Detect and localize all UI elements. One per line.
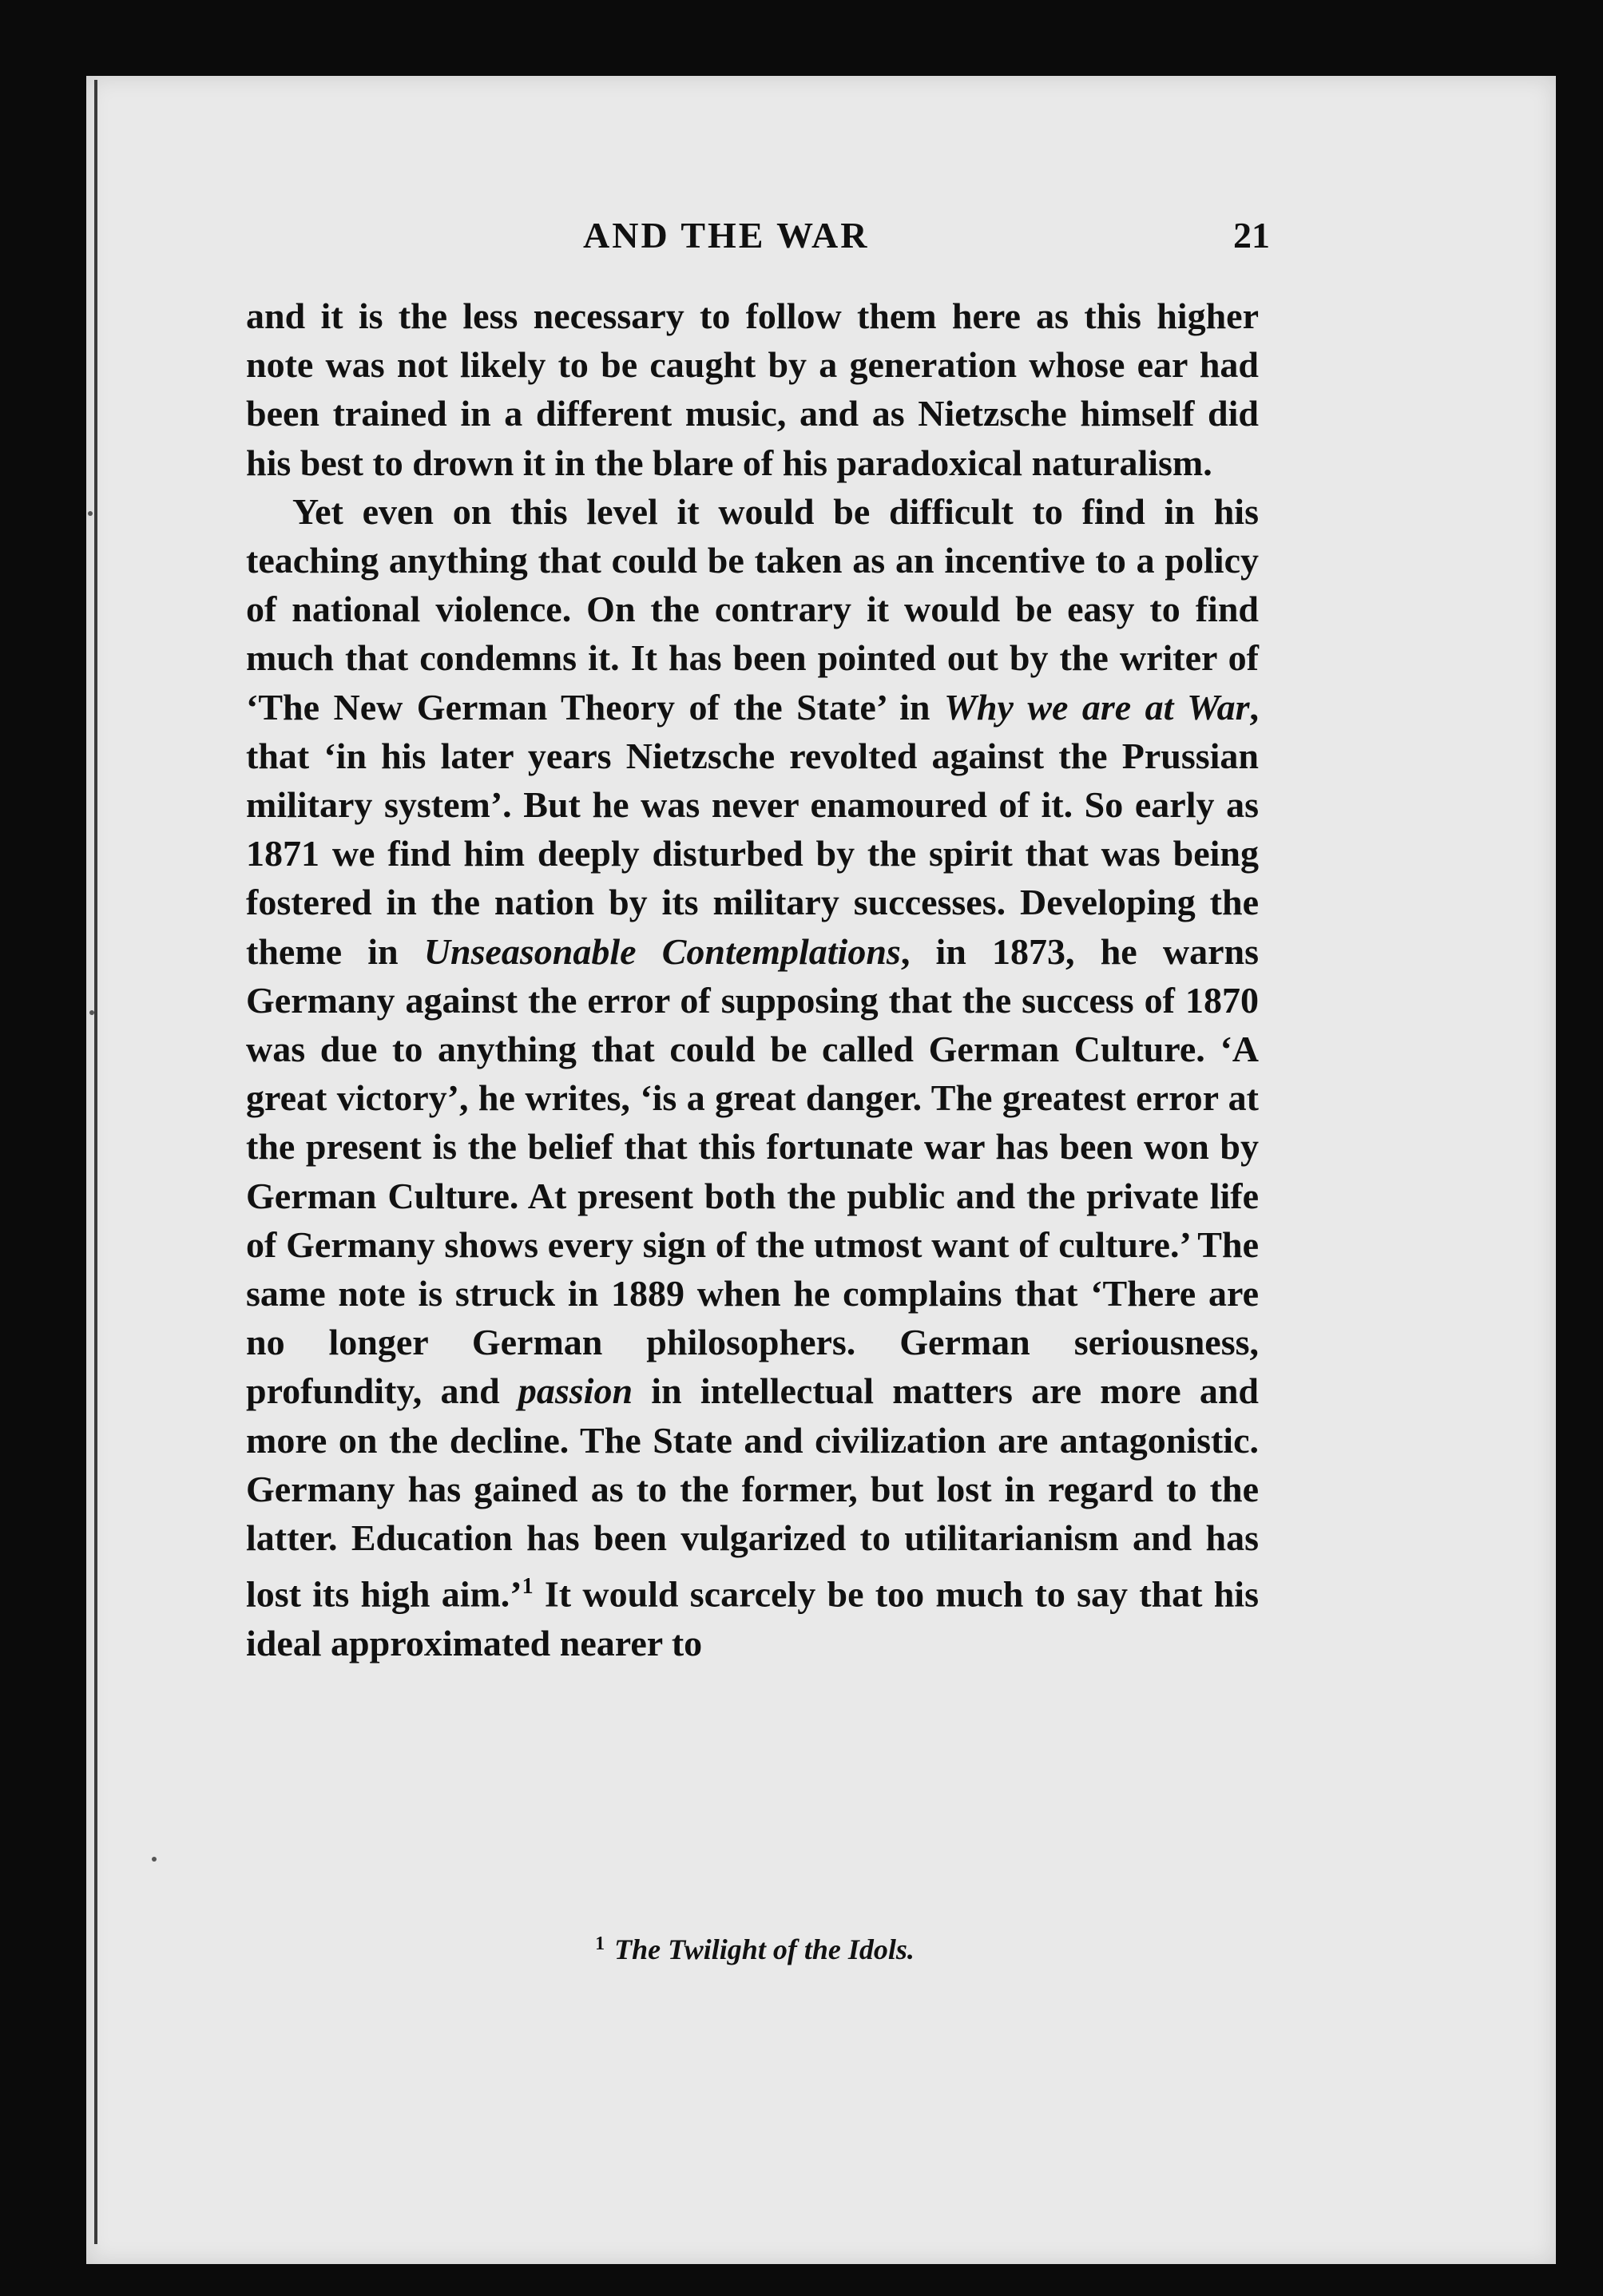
- text-run: in intellectual matters are more and more on the decline. The State and civilization are antagonistic. Germany has gained as to the former, but lost in regard to the latter. Education has been vulgarized to utilitarianism and has lost its high aim.’: [246, 1370, 1259, 1615]
- page-number: 21: [1233, 215, 1270, 256]
- page-header: [240, 214, 1270, 262]
- text-run: Yet even on this level it would be difficult to find in his teaching anything that could be taken as an incentive to a policy of national violence. On the contrary it would be easy to find much that condemns it. It has been pointed out by the writer of ‘The New German Theory of the State’ in: [246, 490, 1259, 728]
- footnote-marker: 1: [595, 1933, 605, 1954]
- scan-speck: [152, 1857, 157, 1862]
- text-run: It would scarcely be too much to say that his ideal approximated nearer to: [246, 1573, 1259, 1664]
- page-gutter-line: [94, 80, 97, 2244]
- emphasized-word: passion: [518, 1370, 633, 1412]
- footnote: [240, 1933, 1270, 1966]
- text-run: , in 1873, he warns Germany against the error of supposing that the success of 1870 was due to anything that could be called German Culture. ‘A great victory’, he writes, ‘is a great danger. The greatest error at the present is the belief that this fortunate war has been won by German Culture. At present both the public and the private life of Germany shows every sign of the utmost want of culture.’ The same note is struck in 1889 when he complains that ‘There are no longer German philosophers. German seriousness, profundity, and: [246, 930, 1259, 1412]
- paragraph: [246, 487, 1259, 1667]
- scan-speck: [88, 511, 93, 516]
- paragraph-continued: and it is the less necessary to follow them here as this higher note was not likely to be caught by a generation whose ear had been trained in a different music, and as Nietzsche himself did his best to drown it in the blare of his paradoxical naturalism.: [246, 295, 1259, 483]
- footnote-text: The Twilight of the Idols.: [614, 1933, 915, 1965]
- running-head: AND THE WAR: [583, 215, 870, 256]
- scan-speck: [89, 1010, 94, 1015]
- body-text: [246, 291, 1259, 1667]
- book-title: Why we are at War: [943, 686, 1250, 728]
- text-run: , that ‘in his later years Nietzsche revolted against the Prussian military system’. But he was never enamoured of it. So early as 1871 we find him deeply disturbed by the spirit that was being fostered in the nation by its military successes. Developing the theme in: [246, 686, 1259, 972]
- footnote-reference[interactable]: 1: [522, 1574, 534, 1600]
- book-title: Unseasonable Contemplations: [423, 930, 901, 972]
